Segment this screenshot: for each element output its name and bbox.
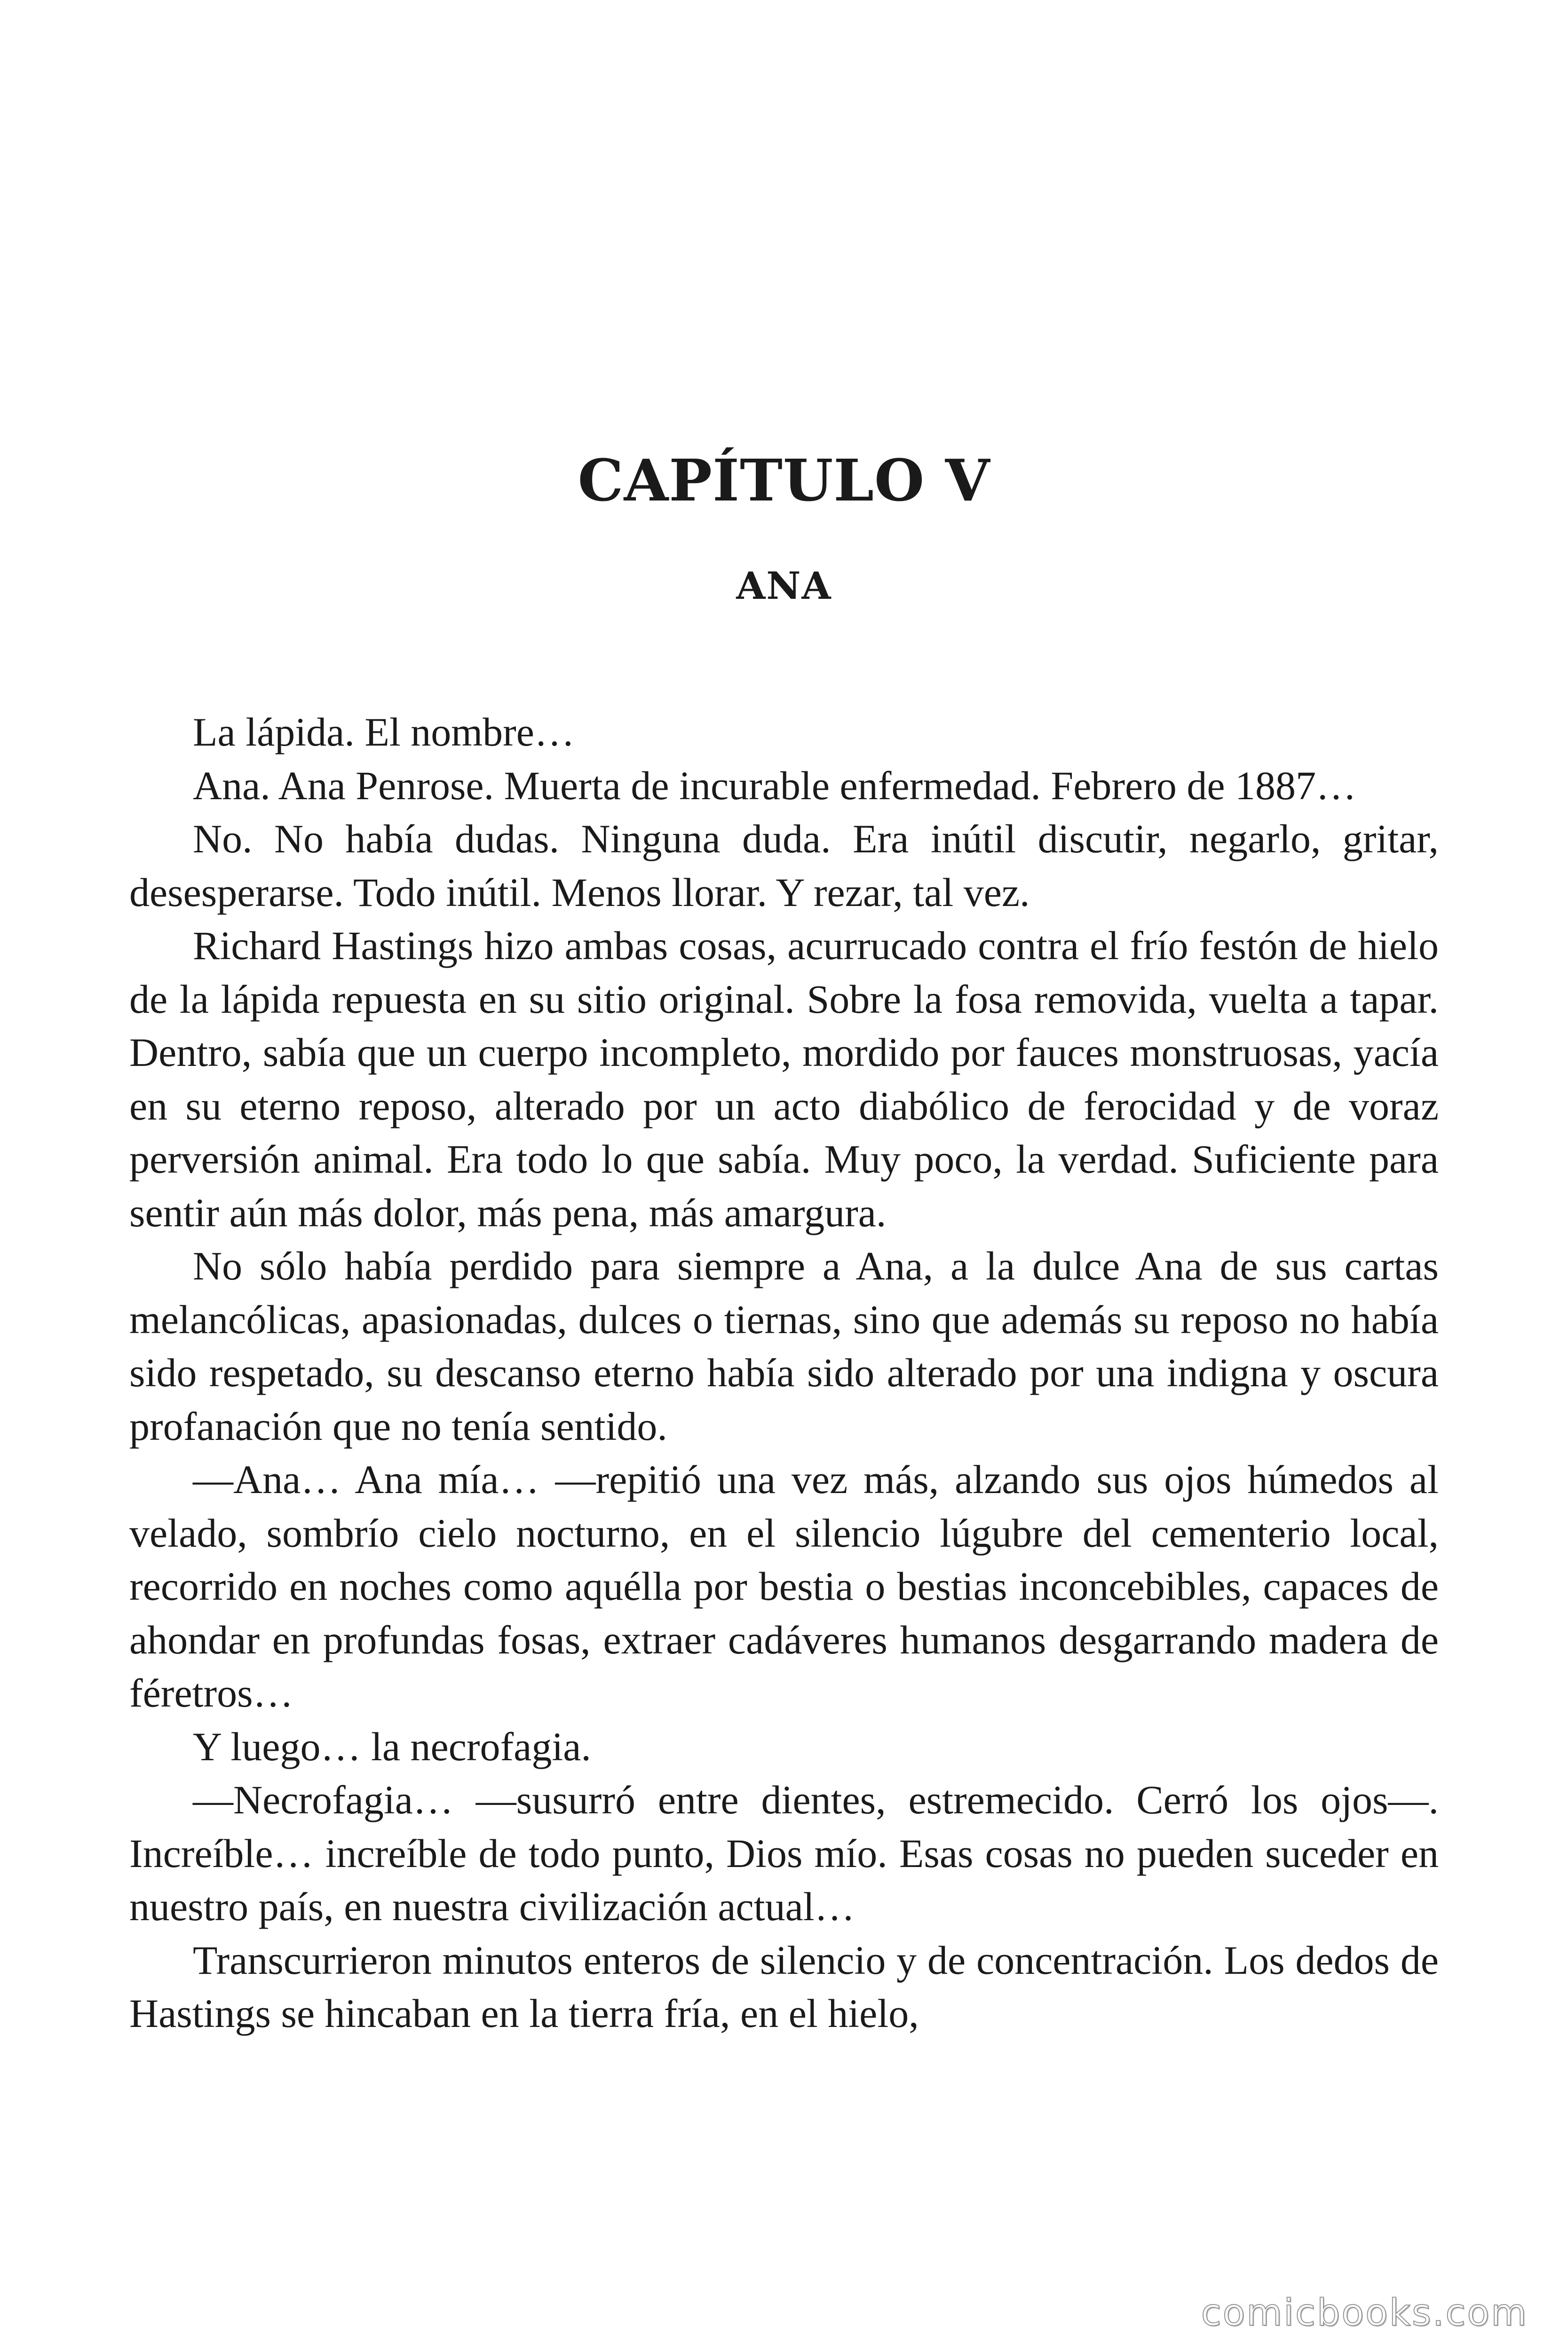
paragraph-8: —Necrofagia… —susurró entre dientes, estremecido. Cerró los ojos—. Increíble… increíble de todo punto, Dios mío. Esas cosas no pueden suceder en nuestro país, en nuestra civilización actual…	[129, 1777, 1439, 1929]
paragraph-3: No. No había dudas. Ninguna duda. Era inútil discutir, negarlo, gritar, desesperarse. Todo inútil. Menos llorar. Y rezar, tal vez.	[129, 816, 1439, 915]
paragraph-9: Transcurrieron minutos enteros de silencio y de concentración. Los dedos de Hastings se hincaban en la tierra fría, en el hielo,	[129, 1937, 1439, 2036]
paragraph-7: Y luego… la necrofagia.	[193, 1724, 591, 1769]
paragraph-4: Richard Hastings hizo ambas cosas, acurrucado contra el frío festón de hielo de la lápida repuesta en su sitio original. Sobre la fosa removida, vuelta a tapar. Dentro, sabía que un cuerpo incompleto, mordido por fauces monstruosas, yacía en su eterno reposo, alterado por un acto diabólico de ferocidad y de voraz perversión animal. Era todo lo que sabía. Muy poco, la verdad. Suficiente para sentir aún más dolor, más pena, más amargura.	[129, 923, 1439, 1235]
paragraph-6: —Ana… Ana mía… —repitió una vez más, alzando sus ojos húmedos al velado, sombrío cielo nocturno, en el silencio lúgubre del cementerio local, recorrido en noches como aquélla por bestia o bestias inconcebibles, capaces de ahondar en profundas fosas, extraer cadáveres humanos desgarrando madera de féretros…	[129, 1457, 1439, 1716]
paragraph-1: La lápida. El nombre…	[193, 709, 575, 755]
watermark: comicbooks.com	[1201, 2292, 1528, 2334]
chapter-subtitle: ANA	[736, 564, 832, 608]
chapter-title: CAPÍTULO V	[578, 446, 990, 514]
chapter-body	[129, 706, 1439, 2041]
paragraph-2: Ana. Ana Penrose. Muerta de incurable enfermedad. Febrero de 1887…	[193, 763, 1357, 808]
paragraph-5: No sólo había perdido para siempre a Ana, a la dulce Ana de sus cartas melancólicas, apasionadas, dulces o tiernas, sino que además su reposo no había sido respetado, su descanso eterno había sido alterado por una indigna y oscura profanación que no tenía sentido.	[129, 1243, 1439, 1449]
